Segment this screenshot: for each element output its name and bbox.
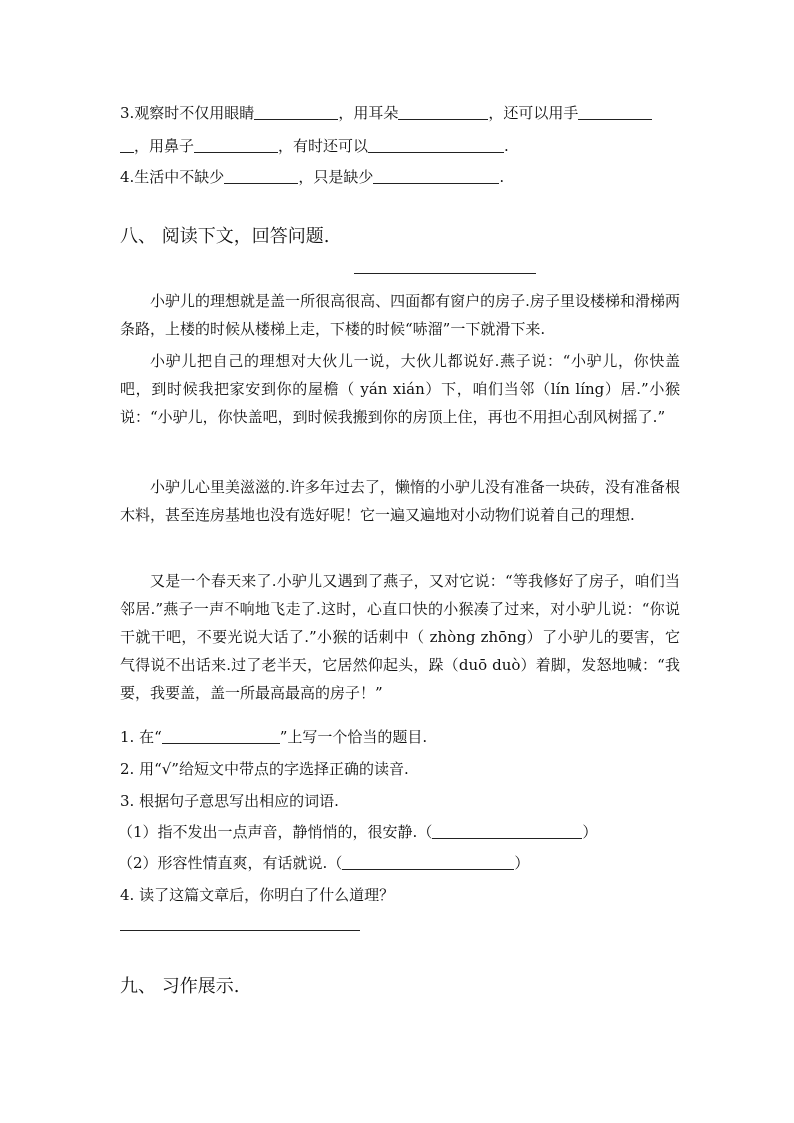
passage-title-blank[interactable]: [354, 273, 536, 274]
s8-q3-2-close: ）: [514, 854, 530, 872]
s7-q3-blank-hands-cont[interactable]: [120, 137, 134, 153]
s8-q3-1-text: （1）指不发出一点声音，静悄悄的，很安静.（: [118, 823, 433, 841]
s7-q3-line2: [120, 135, 509, 156]
passage-paragraph-3: 小驴儿心里美滋滋的.许多年过去了，懒惰的小驴儿没有准备一块砖，没有准备根木料，甚至连房基地也没有选好呢！它一遍又遍地对小动物们说着自己的理想.: [120, 478, 680, 524]
s8-q3-2-blank[interactable]: [342, 854, 514, 870]
s8-q4-answer-line[interactable]: [120, 930, 360, 931]
s7-q4-blank-1[interactable]: [224, 168, 298, 184]
s8-q3-1-close: ）: [582, 823, 598, 841]
section8-heading: 八、 阅读下文，回答问题.: [120, 226, 330, 247]
s7-q3-blank-ears[interactable]: [398, 104, 488, 120]
section9-heading: 九、 习作展示.: [120, 976, 240, 997]
s7-q3-text1: 3.观察时不仅用眼睛: [120, 104, 255, 122]
s7-q4-text1: 4.生活中不缺少: [120, 168, 225, 186]
s7-q3-text6: .: [504, 137, 509, 155]
s7-q4-text2: ，只是缺少: [298, 168, 374, 186]
s8-q3: 3. 根据句子意思写出相应的词语.: [120, 792, 339, 810]
passage-paragraph-2: 小驴儿把自己的理想对大伙儿一说，大伙儿都说好.燕子说：“小驴儿，你快盖吧，到时候我把家安到你的屋檐（ yán xián）下，咱们当邻（lín líng）居.”小猴说：“小驴儿，你快盖吧，到时候我搬到你的房顶上住，再也不用担心刮风树摇了.”: [120, 352, 680, 426]
s8-q1-title-blank[interactable]: [162, 728, 280, 744]
s7-q4-blank-2[interactable]: [373, 168, 499, 184]
s8-q1-text2: ”上写一个恰当的题目.: [279, 728, 428, 746]
s7-q3-blank-nose[interactable]: [194, 137, 278, 153]
s8-q2: 2. 用“√”给短文中带点的字选择正确的读音.: [120, 760, 409, 778]
s7-q3-text5: ，有时还可以: [278, 137, 369, 155]
passage-paragraph-4: 又是一个春天来了.小驴儿又遇到了燕子，又对它说：“等我修好了房子，咱们当邻居.”燕子一声不响地飞走了.这时，心直口快的小猴凑了过来，对小驴儿说：“你说干就干吧，不要光说大话了.”小猴的话刺中（ zhòng zhōng）了小驴儿的要害，它气得说不出话来.过了老半天，它居然仰起头，跺（duō duò）着脚，发怒地喊：“我要，我要盖，盖一所最高最高的房子！”: [120, 572, 680, 702]
s8-q3-2: [118, 852, 529, 873]
s8-q1-text1: 1. 在“: [120, 728, 162, 746]
s7-q3-text4: ，用鼻子: [134, 137, 195, 155]
s7-q3-text3: ，还可以用手: [488, 104, 579, 122]
s8-q3-2-text: （2）形容性情直爽，有话就说.（: [118, 854, 343, 872]
s8-q3-1: [118, 821, 597, 842]
s7-q4-text3: .: [499, 168, 505, 186]
s8-q3-1-blank[interactable]: [432, 823, 582, 839]
passage-paragraph-1: 小驴儿的理想就是盖一所很高很高、四面都有窗户的房子.房子里设楼梯和滑梯两条路，上楼的时候从楼梯上走，下楼的时候“哧溜”一下就滑下来.: [120, 292, 680, 338]
s7-q3-line1: [120, 102, 652, 123]
s7-q4-line: [120, 166, 504, 187]
s7-q3-text2: ，用耳朵: [338, 104, 399, 122]
s7-q3-blank-also[interactable]: [368, 137, 504, 153]
s8-q1: [120, 726, 427, 747]
s7-q3-blank-eyes[interactable]: [254, 104, 338, 120]
s8-q4: 4. 读了这篇文章后，你明白了什么道理？: [120, 886, 395, 904]
s7-q3-blank-hands[interactable]: [578, 104, 652, 120]
